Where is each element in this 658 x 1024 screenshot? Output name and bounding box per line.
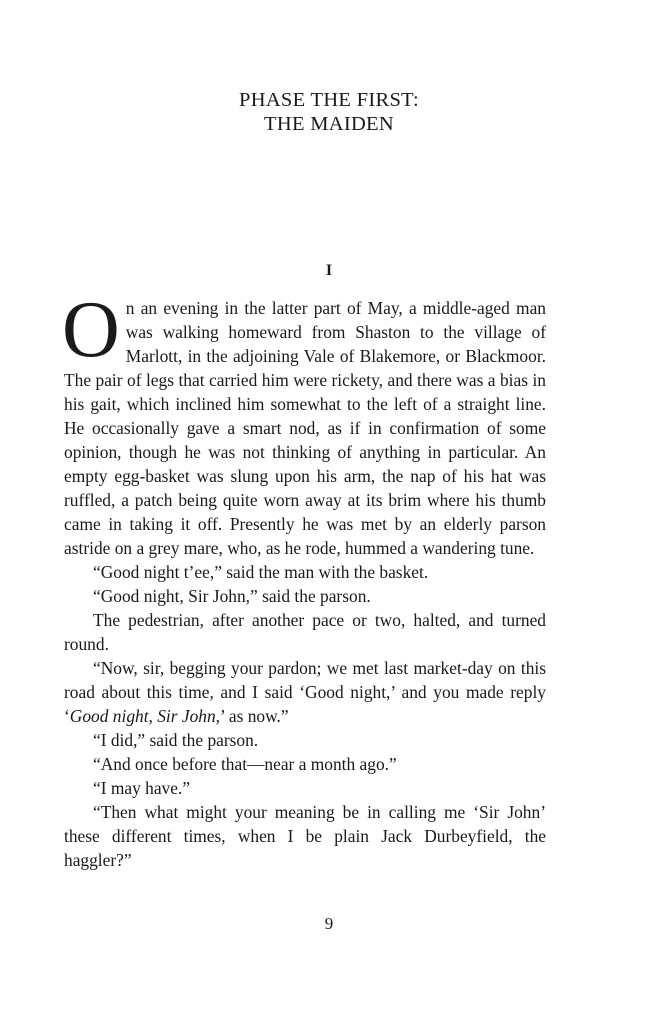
paragraph-4: The pedestrian, after another pace or two, halted, and turned round. bbox=[64, 610, 546, 654]
opening-paragraph-text: n an evening in the latter part of May, a middle-aged man was walking homeward from Shaston to the village of Marlott, in the adjoining Vale of Blakemore, or Blackmoor. The pair of legs that carried him were rickety, and there was a bias in his gait, which inclined him somewhat to the left of a straight line. He occasionally gave a smart nod, as if in confirmation of some opinion, though he was not thinking of anything in particular. An empty egg-basket was slung upon his arm, the nap of his hat was ruffled, a patch being quite worn away at its brim where his thumb came in taking it off. Presently he was met by an elderly parson astride on a grey mare, who, as he rode, hummed a wandering tune. bbox=[64, 298, 546, 558]
phase-title-line-2: THE MAIDEN bbox=[264, 113, 394, 135]
paragraph-3: “Good night, Sir John,” said the parson. bbox=[93, 586, 371, 606]
paragraph-6: “I did,” said the parson. bbox=[93, 730, 259, 750]
paragraph-2: “Good night t’ee,” said the man with the basket. bbox=[93, 562, 429, 582]
paragraph-5-italic: Good night, Sir John, bbox=[69, 706, 221, 726]
paragraph-5-text-after: ’ as now.” bbox=[220, 706, 289, 726]
phase-title-line-1: PHASE THE FIRST: bbox=[239, 89, 419, 111]
opening-paragraph bbox=[62, 286, 546, 560]
page-number: 9 bbox=[324, 914, 334, 933]
phase-title bbox=[0, 88, 658, 136]
paragraph-7: “And once before that—near a month ago.” bbox=[93, 754, 397, 774]
paragraph-5 bbox=[64, 656, 546, 728]
paragraph-8: “I may have.” bbox=[93, 778, 191, 798]
chapter-number: I bbox=[325, 262, 333, 279]
paragraph-5-text-before: “Now, sir, begging your pardon; we met last market-day on this road about this time, and I said ‘Good night,’ and you made reply ‘ bbox=[64, 658, 546, 726]
chapter-body bbox=[62, 286, 546, 872]
drop-cap: O bbox=[62, 286, 120, 374]
paragraph-9: “Then what might your meaning be in calling me ‘Sir John’ these different times, when I be plain Jack Durbeyfield, the haggler?” bbox=[64, 802, 546, 870]
